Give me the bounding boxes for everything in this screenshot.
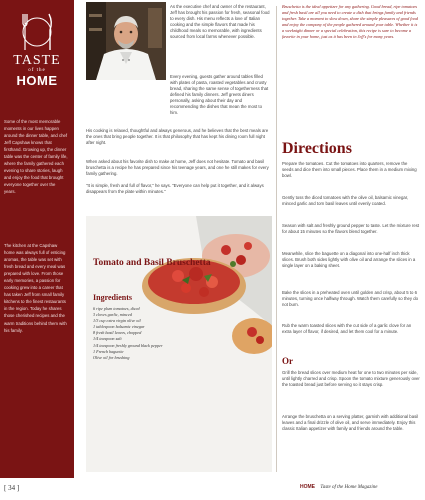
page-number: [ 34 ] — [4, 484, 20, 492]
ingredient-item: 1/4 teaspoon freshly ground black pepper — [93, 342, 163, 348]
ingredient-item: Olive oil for brushing — [93, 354, 130, 360]
article-paragraph-4: When asked about his favorite dish to make at home, Jeff does not hesitate. Tomato and basil bruschetta is a recipe he has prepared since his teenage years, and one he still makes for every family gathering. — [86, 159, 269, 177]
directions-heading: Directions — [282, 140, 352, 157]
ingredient-item: 1/3 cup extra virgin olive oil — [93, 318, 141, 324]
direction-step: Season with salt and freshly ground pepper to taste. Let the mixture rest for about 15 minutes so the flavors blend together. — [282, 223, 420, 235]
ingredient-item: 3 cloves garlic, minced — [93, 312, 132, 318]
sidebar-paragraph-2: The kitchen at the Capshaw home was always full of enticing aromas, the table was set with fresh bread and every meal was prepared with love. From those early memories, a passion for cooking grew into a career that has taken Jeff from small family kitchens to the finest restaurants in the region. Today he shares those cherished recipes and the warm traditions behind them with his family. — [4, 243, 67, 333]
ingredient-item: 1 tablespoon balsamic vinegar — [93, 324, 145, 330]
footer-brand: HOME — [300, 484, 315, 490]
article-paragraph-1: As the executive chef and owner of the restaurant, Jeff has brought his passion for fresh, seasonal food to every dish. His menu reflects a love of Italian cooking and the simple flavors that made his childhood meals so memorable, with ingredients sourced from local farms whenever possible. — [170, 4, 270, 40]
ingredient-item: 1 French baguette — [93, 348, 124, 354]
direction-step: Meanwhile, slice the baguette on a diagonal into one-half inch thick slices. Brush both sides lightly with olive oil and arrange the slices in a single layer on a baking sheet. — [282, 251, 416, 269]
direction-step: Gently toss the diced tomatoes with the olive oil, balsamic vinegar, minced garlic and torn basil leaves until evenly coated. — [282, 195, 409, 207]
page-footer — [300, 484, 377, 490]
taste-of-home-logo — [4, 8, 70, 87]
direction-step: Prepare the tomatoes. Cut the tomatoes into quarters, remove the seeds and dice them into small pieces. Place them in a medium mixing bowl. — [282, 161, 417, 179]
footer-tagline: Taste of the Home Magazine — [320, 485, 378, 490]
column-divider — [276, 6, 277, 472]
utensils-icon — [14, 8, 60, 52]
logo-home: HOME — [16, 73, 58, 88]
direction-step: Bake the slices in a preheated oven until golden and crisp, about 5 to 6 minutes, turning once halfway through. Watch them carefully so they do not burn. — [282, 290, 418, 308]
article-paragraph-3: His cooking is relaxed, thoughtful and always generous, and he believes that the best meals are the ones that bring people together. It is that philosophy that has kept his dining room full night after night. — [86, 128, 269, 146]
ingredient-item: 1/4 teaspoon salt — [93, 336, 122, 342]
or-label: Or — [282, 356, 293, 366]
recipe-intro: Bruschetta is the ideal appetizer for any gathering. Good bread, ripe tomatoes and fresh basil are all you need to create a dish that brings family and friends together. Take a moment to slow down, share the simple pleasures of good food and enjoy the company of the people gathered around your table. Whether it is a weeknight dinner or a special celebration, this recipe is sure to become a favorite in your home, just as it has been in Jeff's for many years. — [282, 4, 418, 40]
recipe-title: Tomato and Basil Bruschetta — [93, 258, 211, 268]
chef-photo — [86, 2, 166, 80]
ingredients-heading: Ingredients — [93, 293, 132, 302]
sidebar — [0, 0, 74, 478]
sidebar-paragraph-1: Some of the most memorable moments in our lives happen around the dinner table, and chef Jeff Capshaw knows that firsthand. Growing up, the dinner table was the center of family life, where the family gathered each evening to share stories, laugh and enjoy the food that brought everyone together over the years. — [4, 119, 68, 195]
direction-step: Rub the warm toasted slices with the cut side of a garlic clove for an extra layer of flavor, if desired, and let them cool for a minute. — [282, 323, 412, 335]
ingredient-item: 6 ripe plum tomatoes, diced — [93, 306, 140, 311]
article-paragraph-5: "It is simple, fresh and full of flavor," he says. "Everyone can help put it together, and it always disappears from the plate within minutes." — [86, 183, 264, 195]
ingredients-list — [93, 306, 189, 361]
logo-of-the: of the — [28, 68, 46, 73]
ingredient-item: 8 fresh basil leaves, chopped — [93, 330, 142, 336]
article-paragraph-2: Every evening, guests gather around tables filled with plates of pasta, roasted vegetables and crusty bread, sharing the same sense of togetherness that defined his family dinners. Jeff greets diners personally, asking about their day and recommending the dishes that mean the most to him. — [170, 74, 269, 116]
alternate-step: Arrange the bruschetta on a serving platter, garnish with additional basil leaves and a final drizzle of olive oil, and serve immediately. Enjoy this classic Italian appetizer with family and friends around the table. — [282, 414, 419, 432]
alternate-step: Grill the bread slices over medium heat for one to two minutes per side, until lightly charred and crisp. Spoon the tomato mixture generously over the toasted bread just before serving so it stays crisp. — [282, 370, 420, 388]
logo-taste: TASTE — [13, 53, 61, 68]
